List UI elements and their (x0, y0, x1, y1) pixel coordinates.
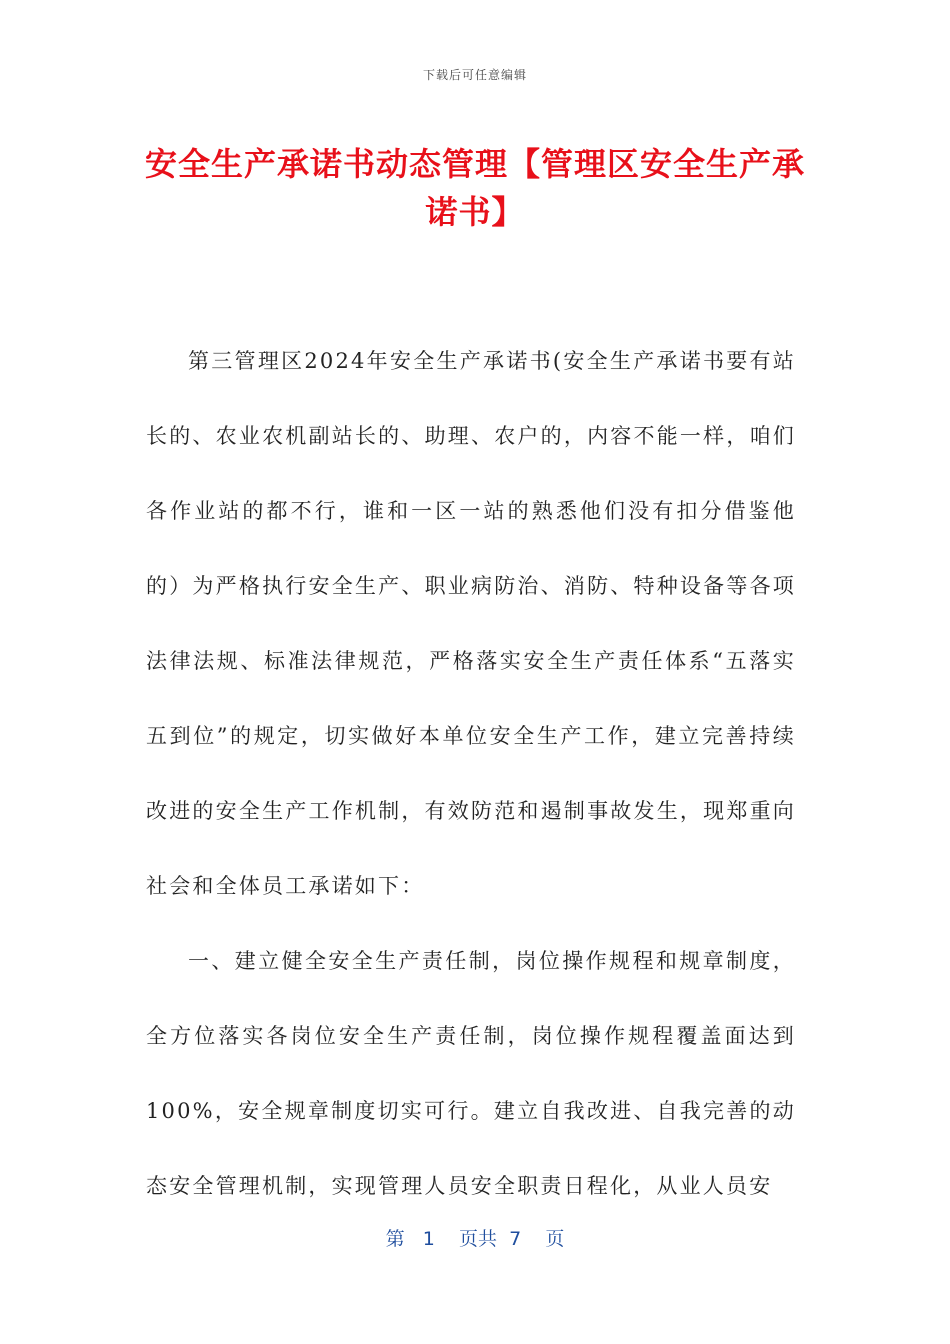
paragraph: 第三管理区2024年安全生产承诺书(安全生产承诺书要有站长的、农业农机副站长的、助理、农户的，内容不能一样，咱们各作业站的都不行，谁和一区一站的熟悉他们没有扣分借鉴他的）为严格执行安全生产、职业病防治、消防、特种设备等各项法律法规、标准法律规范，严格落实安全生产责任体系“五落实五到位”的规定，切实做好本单位安全生产工作，建立完善持续改进的安全生产工作机制，有效防范和遏制事故发生，现郑重向社会和全体员工承诺如下： (146, 349, 796, 898)
page-middle: 页共 (459, 1228, 498, 1250)
page-number-footer (0, 1224, 950, 1251)
paragraph: 一、建立健全安全生产责任制，岗位操作规程和规章制度，全方位落实各岗位安全生产责任制，岗位操作规程覆盖面达到100%，安全规章制度切实可行。建立自我改进、自我完善的动态安全管理机制，实现管理人员安全职责日程化，从业人员安 (146, 949, 796, 1198)
page-suffix: 页 (545, 1228, 565, 1250)
current-page-number: 1 (422, 1228, 435, 1250)
document-body (146, 324, 796, 1224)
header-note: 下载后可任意编辑 (422, 68, 527, 82)
document-title: 安全生产承诺书动态管理【管理区安全生产承诺书】 (144, 145, 805, 231)
page-prefix: 第 (385, 1228, 405, 1250)
total-pages-number: 7 (509, 1228, 522, 1250)
